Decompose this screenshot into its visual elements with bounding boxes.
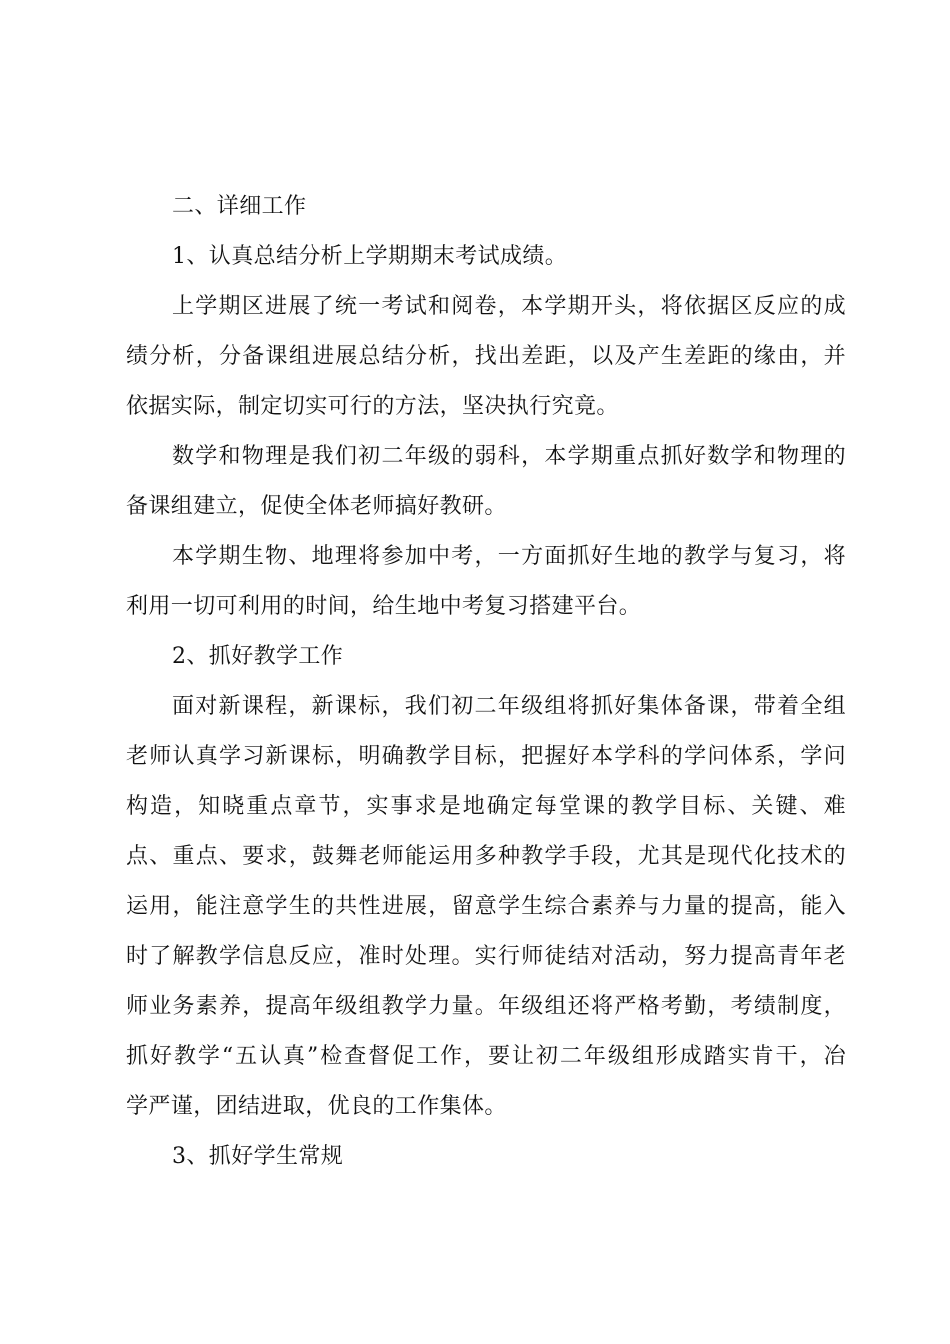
paragraph-line: 数学和物理是我们初二年级的弱科，本学期重点抓好数学和物理的 [172,444,846,469]
subsection-heading: 3、抓好学生常规 [172,1144,344,1169]
paragraph-line: 绩分析，分备课组进展总结分析，找出差距，以及产生差距的缘由，并 [126,344,846,369]
paragraph-line: 学严谨，团结进取，优良的工作集体。 [126,1094,507,1119]
paragraph-line: 运用，能注意学生的共性进展，留意学生综合素养与力量的提高，能入 [126,894,846,919]
paragraph-line: 依据实际，制定切实可行的方法，坚决执行究竟。 [126,394,619,419]
paragraph-line: 时了解教学信息反应，准时处理。实行师徒结对活动，努力提高青年老 [126,944,846,969]
paragraph-line: 抓好教学“五认真”检查督促工作，要让初二年级组形成踏实肯干，冶 [126,1044,846,1069]
paragraph-line: 面对新课程，新课标，我们初二年级组将抓好集体备课，带着全组 [172,694,846,719]
subsection-heading: 2、抓好教学工作 [172,644,344,669]
paragraph-line: 师业务素养，提高年级组教学力量。年级组还将严格考勤，考绩制度， [126,994,846,1019]
paragraph-line: 点、重点、要求，鼓舞老师能运用多种教学手段，尤其是现代化技术的 [126,844,846,869]
paragraph-line: 备课组建立，促使全体老师搞好教研。 [126,494,507,519]
paragraph-line: 利用一切可利用的时间，给生地中考复习搭建平台。 [126,594,642,619]
subsection-heading: 1、认真总结分析上学期期末考试成绩。 [172,244,568,269]
paragraph-line: 上学期区进展了统一考试和阅卷，本学期开头，将依据区反应的成 [172,294,846,319]
section-heading: 二、详细工作 [172,194,307,219]
paragraph-line: 本学期生物、地理将参加中考，一方面抓好生地的教学与复习，将 [172,544,846,569]
paragraph-line: 构造，知晓重点章节，实事求是地确定每堂课的教学目标、关键、难 [126,794,846,819]
paragraph-line: 老师认真学习新课标，明确教学目标，把握好本学科的学问体系，学问 [126,744,846,769]
